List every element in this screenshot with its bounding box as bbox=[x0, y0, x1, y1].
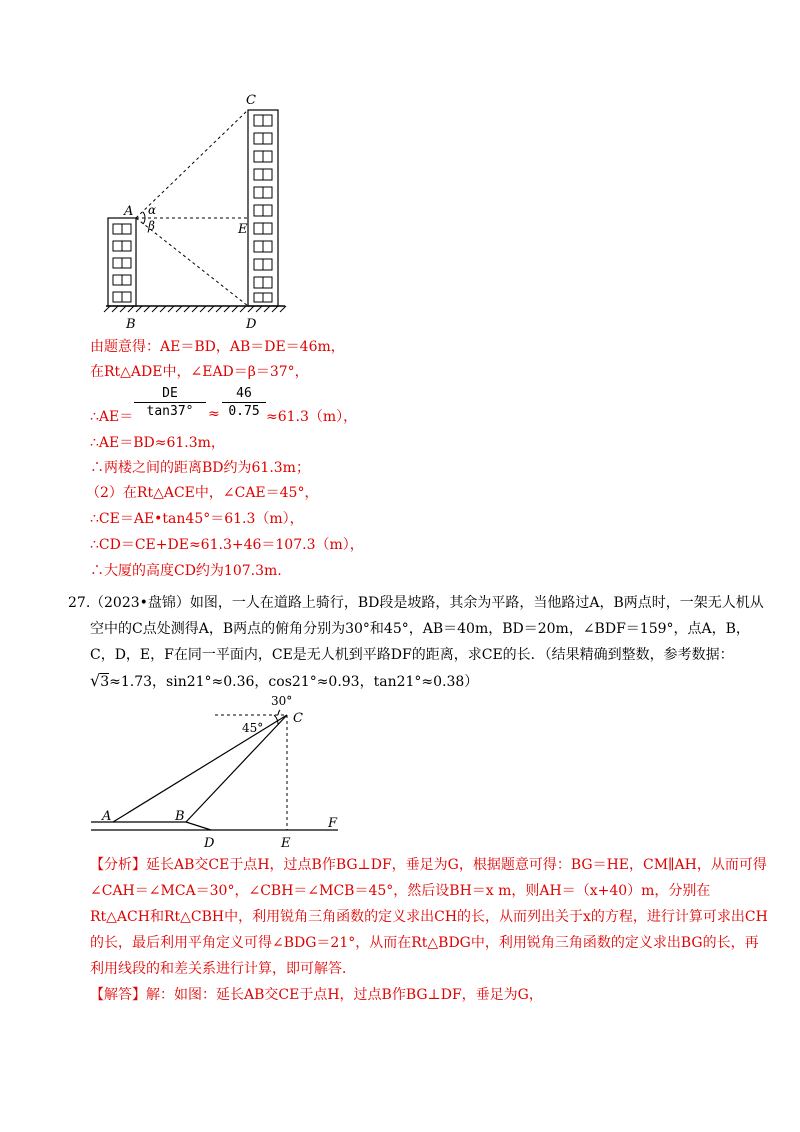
label-D: D bbox=[246, 317, 257, 332]
fraction-numerator-2: 46 bbox=[222, 386, 266, 403]
label-alpha: α bbox=[148, 203, 157, 217]
question-27 bbox=[68, 590, 770, 695]
solution-line-4: ∴AE＝BD≈61.3m， bbox=[90, 435, 225, 451]
analysis-paragraph bbox=[90, 852, 770, 982]
solution-line-3-suffix: ≈61.3（m）， bbox=[266, 409, 358, 425]
sqrt-symbol: √ bbox=[90, 671, 101, 690]
angle-arc-30 bbox=[278, 710, 280, 715]
fraction-de-over-tan bbox=[134, 386, 206, 421]
solution-line-2: 在Rt△ADE中，∠EAD＝β＝37°， bbox=[90, 364, 309, 380]
label-B: B bbox=[126, 317, 136, 332]
question-number: 27. bbox=[68, 595, 91, 611]
solution-line-7: ∴CE＝AE•tan45°＝61.3（m）， bbox=[90, 511, 304, 527]
figure-drone bbox=[88, 690, 358, 855]
solution-line-5: ∴两楼之间的距离BD约为61.3m； bbox=[90, 460, 310, 476]
label-E: E bbox=[238, 222, 248, 237]
label-A: A bbox=[102, 809, 112, 824]
fraction-denominator-2: 0.75 bbox=[228, 404, 260, 419]
label-D: D bbox=[204, 836, 215, 851]
angle-arc-alpha bbox=[143, 212, 145, 218]
label-C: C bbox=[293, 711, 303, 726]
label-45: 45° bbox=[242, 721, 264, 735]
label-A: A bbox=[124, 204, 134, 219]
question-reference: ≈1.73，sin21°≈0.36，cos21°≈0.93，tan21°≈0.38） bbox=[109, 674, 479, 690]
solution-line-9: ∴大厦的高度CD约为107.3m. bbox=[90, 563, 282, 579]
solution-line-3 bbox=[90, 386, 490, 426]
sqrt-radicand: 3 bbox=[100, 674, 110, 690]
angle-arc-beta bbox=[143, 218, 145, 224]
solution-line-3-prefix: ∴AE＝ bbox=[90, 409, 134, 425]
slope-BD bbox=[186, 822, 211, 830]
figure-buildings bbox=[80, 88, 310, 333]
solution-line-8: ∴CD＝CE+DE≈61.3+46＝107.3（m）， bbox=[90, 537, 364, 553]
label-30: 30° bbox=[271, 694, 293, 708]
label-F: F bbox=[328, 816, 338, 831]
fraction-numerator-1: DE bbox=[134, 386, 206, 403]
ground-hatching bbox=[104, 306, 286, 312]
angle-arc-45 bbox=[274, 715, 278, 725]
label-C: C bbox=[246, 93, 256, 108]
fraction-denominator-1: tan37° bbox=[146, 404, 194, 419]
question-text: （2023•盘锦）如图，一人在道路上骑行，BD段是坡路，其余为平路，当他路过A，B两点时，一架无人机从空中的C点处测得A，B两点的俯角分别为30°和45°，AB＝40m，BD＝20m，∠BDF＝159°，点A，B，C，D，E，F在同一平面内，CE是无人机到平路DF的距离，求CE的长．（结果精确到整数，参考数据： bbox=[90, 595, 764, 663]
analysis-tag: 【分析】 bbox=[90, 857, 146, 873]
label-B: B bbox=[175, 809, 185, 824]
solution-line-6: （2）在Rt△ACE中，∠CAE＝45°， bbox=[86, 485, 319, 501]
label-beta: β bbox=[148, 219, 155, 233]
analysis-text: 延长AB交CE于点H，过点B作BG⊥DF，垂足为G，根据题意可得：BG＝HE，CM∥AH，从而可得∠CAH＝∠MCA＝30°，∠CBH＝∠MCB＝45°，然后设BH＝x m，则AH＝（x+40）m，分别在Rt△ACH和Rt△CBH中，利用锐角三角函数的定义求出CH的长，从而列出关于x的方程，进行计算可求出CH的长，最后利用平角定义可得∠BDG＝21°，从而在Rt△BDG中，利用锐角三角函数的定义求出BG的长，再利用线段的和差关系进行计算，即可解答． bbox=[90, 857, 768, 977]
answer-text: 解：如图：延长AB交CE于点H，过点B作BG⊥DF，垂足为G， bbox=[146, 987, 543, 1003]
answer-tag: 【解答】 bbox=[90, 987, 146, 1003]
line-CB bbox=[186, 715, 287, 822]
answer-paragraph bbox=[90, 982, 770, 1008]
fraction-46-over-075 bbox=[222, 386, 266, 421]
approx-sign: ≈ bbox=[208, 406, 220, 422]
solution-line-1: 由题意得：AE＝BD，AB＝DE＝46m， bbox=[90, 339, 345, 355]
label-E: E bbox=[281, 836, 291, 851]
